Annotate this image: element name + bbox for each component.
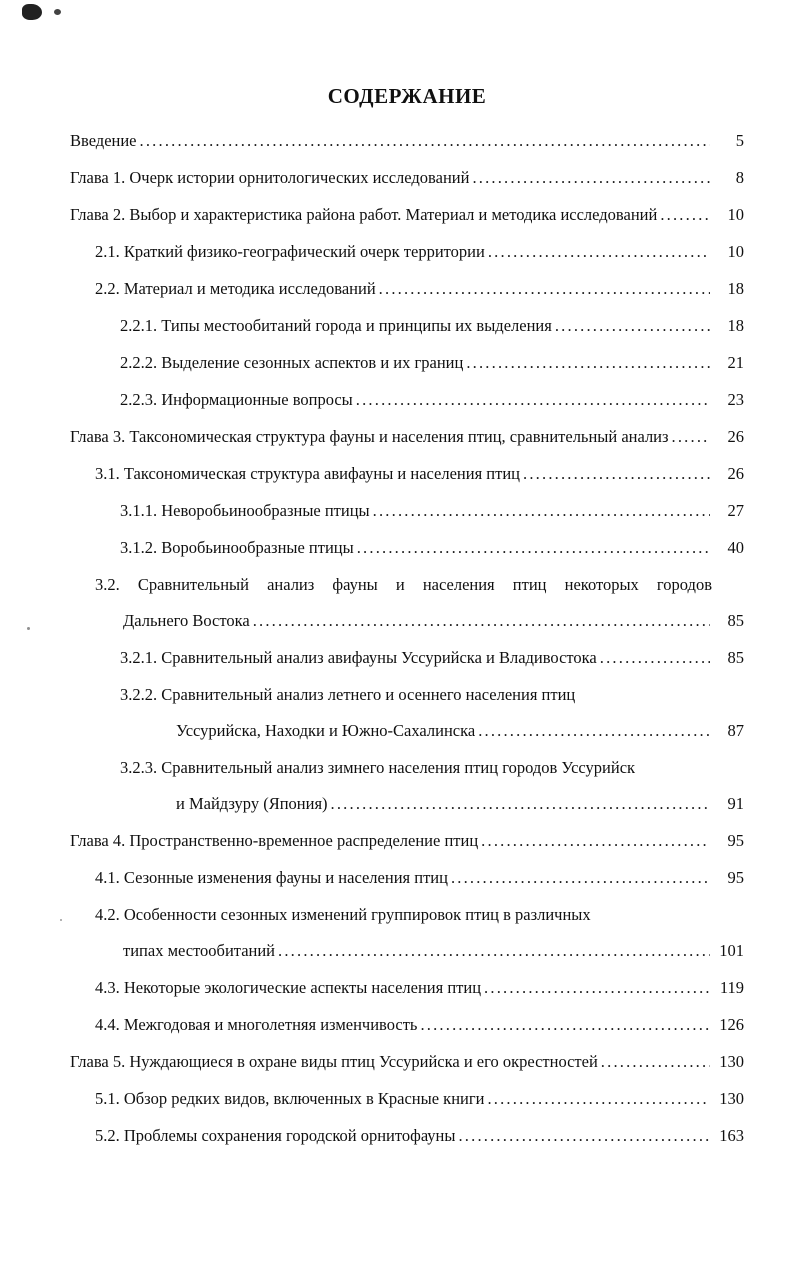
page-number: 10 — [727, 242, 744, 261]
toc-entry-text: 4.1. Сезонные изменения фауны и населения птиц — [95, 868, 448, 887]
toc-entry — [70, 1051, 744, 1073]
toc-entry-text: 3.2. Сравнительный анализ фауны и населения птиц некоторых городов — [95, 575, 712, 594]
page-number: 10 — [727, 205, 744, 224]
dot-leader — [370, 500, 710, 522]
toc-entry-text: Введение — [70, 131, 137, 150]
dot-leader — [478, 830, 710, 852]
scan-artifact — [27, 627, 30, 630]
dot-leader — [657, 204, 710, 226]
page-number: 18 — [727, 279, 744, 298]
page-number: 163 — [719, 1126, 744, 1145]
page-number: 119 — [719, 978, 744, 997]
toc-entry — [70, 904, 744, 962]
page-number: 26 — [727, 427, 744, 446]
page-number: 101 — [719, 941, 744, 960]
scan-artifact — [54, 9, 61, 15]
toc-entry-text: 3.2.3. Сравнительный анализ зимнего населения птиц городов Уссурийск — [120, 758, 636, 777]
dot-leader — [455, 1125, 710, 1147]
dot-leader — [520, 463, 710, 485]
toc-list — [70, 130, 744, 1147]
toc-entry-text: Глава 5. Нуждающиеся в охране виды птиц Уссурийска и его окрестностей — [70, 1052, 598, 1071]
dot-leader — [481, 977, 710, 999]
scan-artifact — [60, 919, 62, 921]
page-number: 130 — [719, 1089, 744, 1108]
dot-leader — [475, 720, 710, 742]
toc-entry-text: 2.2.1. Типы местообитаний города и принципы их выделения — [120, 316, 552, 335]
page-number: 26 — [727, 464, 744, 483]
toc-entry — [70, 1125, 744, 1147]
page-number: 21 — [727, 353, 744, 372]
dot-leader — [469, 167, 710, 189]
toc-entry-text: 3.1.2. Воробьинообразные птицы — [120, 538, 354, 557]
toc-entry-text: 3.2.1. Сравнительный анализ авифауны Уссурийска и Владивостока — [120, 648, 597, 667]
toc-entry — [70, 977, 744, 999]
toc-entry-text: 4.2. Особенности сезонных изменений группировок птиц в различных — [95, 905, 591, 924]
toc-entry — [70, 1014, 744, 1036]
toc-entry — [70, 757, 744, 815]
toc-entry — [70, 130, 744, 152]
toc-entry — [70, 1088, 744, 1110]
toc-entry-text: 3.1.1. Неворобьинообразные птицы — [120, 501, 370, 520]
toc-entry-text: Глава 1. Очерк истории орнитологических исследований — [70, 168, 470, 187]
toc-entry — [70, 830, 744, 852]
toc-entry-text: Глава 4. Пространственно-временное распределение птиц — [70, 831, 479, 850]
dot-leader — [669, 426, 710, 448]
page-number: 85 — [727, 648, 744, 667]
scan-artifact — [22, 4, 42, 20]
toc-entry-text: 5.1. Обзор редких видов, включенных в Красные книги — [95, 1089, 485, 1108]
dot-leader — [448, 867, 710, 889]
page-number: 91 — [727, 794, 744, 813]
page-number: 5 — [735, 131, 744, 150]
toc-entry-text: 5.2. Проблемы сохранения городской орнитофауны — [95, 1126, 456, 1145]
dot-leader — [250, 610, 710, 632]
dot-leader — [598, 1051, 710, 1073]
toc-entry-text: и Майдзуру (Япония) — [176, 794, 328, 813]
toc-entry — [70, 647, 744, 669]
toc-entry-text: Дальнего Востока — [123, 611, 250, 630]
toc-entry — [70, 352, 744, 374]
page-number: 95 — [727, 868, 744, 887]
dot-leader — [328, 793, 710, 815]
page-number: 23 — [727, 390, 744, 409]
dot-leader — [597, 647, 710, 669]
toc-entry-text: Глава 2. Выбор и характеристика района работ. Материал и методика исследований — [70, 205, 658, 224]
dot-leader — [376, 278, 710, 300]
dot-leader — [275, 940, 710, 962]
dot-leader — [463, 352, 710, 374]
toc-entry-text: 4.4. Межгодовая и многолетняя изменчивость — [95, 1015, 418, 1034]
dot-leader — [354, 537, 710, 559]
page-number: 126 — [719, 1015, 744, 1034]
toc-entry — [70, 867, 744, 889]
toc-entry — [70, 167, 744, 189]
toc-entry-text: 2.2. Материал и методика исследований — [95, 279, 376, 298]
toc-entry-text: 3.1. Таксономическая структура авифауны и населения птиц — [95, 464, 521, 483]
toc-entry-text: Уссурийска, Находки и Южно-Сахалинска — [176, 721, 476, 740]
page-number: 27 — [727, 501, 744, 520]
page-number: 95 — [727, 831, 744, 850]
toc-entry-text: Глава 3. Таксономическая структура фауны и населения птиц, сравнительный анализ — [70, 427, 669, 446]
dot-leader — [417, 1014, 710, 1036]
toc-entry-text: 3.2.2. Сравнительный анализ летнего и осеннего населения птиц — [120, 685, 576, 704]
toc-entry — [70, 574, 744, 632]
toc-entry-text: 2.2.2. Выделение сезонных аспектов и их границ — [120, 353, 464, 372]
page-number: 87 — [727, 721, 744, 740]
page-number: 8 — [735, 168, 744, 187]
toc-entry — [70, 278, 744, 300]
page-number: 85 — [727, 611, 744, 630]
dot-leader — [485, 241, 710, 263]
dot-leader — [484, 1088, 710, 1110]
page-number: 40 — [727, 538, 744, 557]
toc-entry — [70, 204, 744, 226]
page-title: СОДЕРЖАНИЕ — [327, 84, 487, 108]
toc-entry-text: 2.2.3. Информационные вопросы — [120, 390, 353, 409]
toc-entry — [70, 537, 744, 559]
toc-entry — [70, 389, 744, 411]
page-number: 18 — [727, 316, 744, 335]
toc-entry-text: 2.1. Краткий физико-географический очерк территории — [95, 242, 485, 261]
page-number: 130 — [719, 1052, 744, 1071]
toc-entry — [70, 500, 744, 522]
dot-leader — [353, 389, 710, 411]
toc-entry — [70, 315, 744, 337]
toc-entry — [70, 426, 744, 448]
toc-entry — [70, 241, 744, 263]
toc-entry-text: 4.3. Некоторые экологические аспекты населения птиц — [95, 978, 482, 997]
dot-leader — [552, 315, 710, 337]
dot-leader — [137, 130, 710, 152]
toc-entry — [70, 463, 744, 485]
toc-entry-text: типах местообитаний — [123, 941, 276, 960]
toc-entry — [70, 684, 744, 742]
